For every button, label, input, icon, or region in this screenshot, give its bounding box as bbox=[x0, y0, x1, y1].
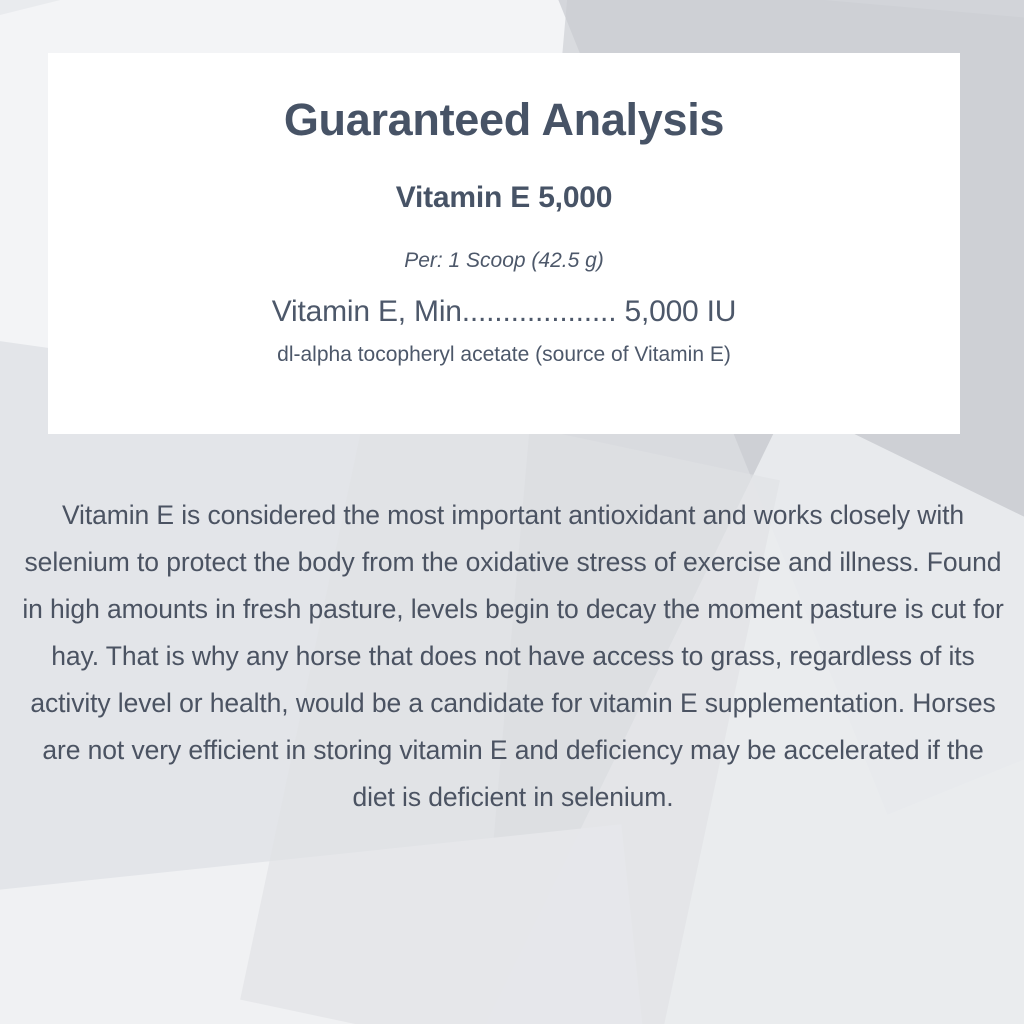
guaranteed-analysis-card bbox=[48, 53, 960, 434]
nutrient-amount-row: Vitamin E, Min................... 5,000 IU bbox=[271, 294, 737, 328]
product-description: Vitamin E is considered the most important antioxidant and works closely with selenium to protect the body from the oxidative stress of exercise and illness. Found in high amounts in fresh pasture, levels begin to decay the moment pasture is cut for hay. That is why any horse that does not have access to grass, regardless of its activity level or health, would be a candidate for vitamin E supplementation. Horses are not very efficient in storing vitamin E and deficiency may be accelerated if the diet is deficient in selenium. bbox=[22, 500, 1004, 812]
card-title: Guaranteed Analysis bbox=[283, 94, 725, 145]
nutrient-source-note: dl-alpha tocopheryl acetate (source of Vitamin E) bbox=[277, 342, 731, 366]
serving-size: Per: 1 Scoop (42.5 g) bbox=[404, 248, 604, 272]
product-name: Vitamin E 5,000 bbox=[395, 180, 613, 214]
